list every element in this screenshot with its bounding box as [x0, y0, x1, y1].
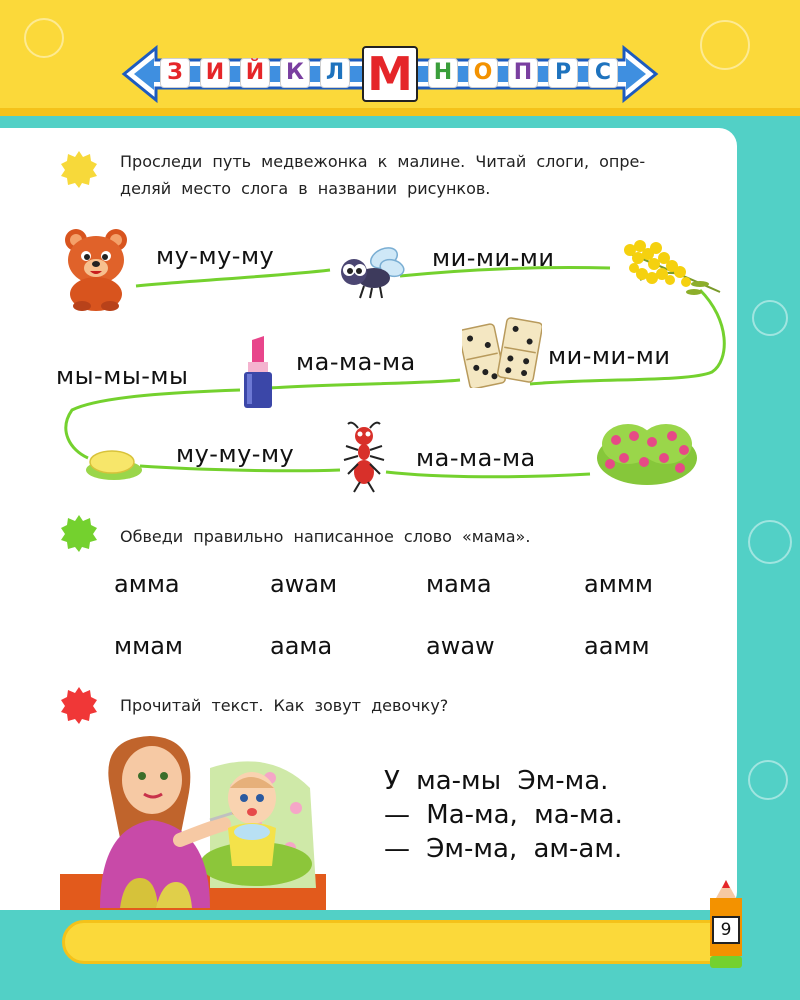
word-option[interactable]: мама — [426, 570, 492, 598]
lipstick-icon — [238, 336, 278, 410]
fly-icon — [330, 240, 410, 300]
syllable-label: мы-мы-мы — [56, 362, 189, 390]
word-option[interactable]: awaw — [426, 632, 495, 660]
alphabet-letter: К — [280, 58, 310, 88]
raspberry-bush-icon — [594, 418, 700, 486]
bear-cub-icon — [56, 222, 136, 312]
alphabet-letter-highlighted: М — [362, 46, 418, 102]
task1-instruction-line2: деляй место слога в названии рисунков. — [120, 179, 491, 198]
syllable-label: ми-ми-ми — [548, 342, 671, 370]
word-option[interactable]: аммм — [584, 570, 654, 598]
mother-feeding-baby-icon — [60, 728, 326, 910]
alphabet-letter: О — [468, 58, 498, 88]
story-line: У ма-мы Эм-ма. — [384, 766, 609, 796]
green-bullet-icon — [60, 514, 98, 552]
ant-icon — [340, 420, 388, 494]
alphabet-letter: И — [200, 58, 230, 88]
syllable-label: му-му-му — [176, 440, 295, 468]
alphabet-letter: Й — [240, 58, 270, 88]
syllable-label: му-му-му — [156, 242, 275, 270]
task2-instruction: Обведи правильно написанное слово «мама». — [120, 527, 531, 546]
alphabet-letter: Н — [428, 58, 458, 88]
task1-instruction-line1: Проследи путь медвежонка к малине. Читай слоги, опре- — [120, 152, 646, 171]
word-option[interactable]: awам — [270, 570, 338, 598]
word-option[interactable]: амма — [114, 570, 180, 598]
task3-instruction: Прочитай текст. Как зовут девочку? — [120, 696, 449, 715]
alphabet-letter: Л — [320, 58, 350, 88]
red-bullet-icon — [60, 686, 98, 724]
word-option[interactable]: ммам — [114, 632, 184, 660]
alphabet-letter: С — [588, 58, 618, 88]
syllable-label: ма-ма-ма — [296, 348, 416, 376]
soap-icon — [84, 444, 144, 482]
story-line: — Ма-ма, ма-ма. — [384, 800, 623, 830]
bottom-bar — [62, 920, 740, 964]
syllable-label: ма-ма-ма — [416, 444, 536, 472]
alphabet-letter: Р — [548, 58, 578, 88]
word-option[interactable]: аамм — [584, 632, 650, 660]
alphabet-letter: З — [160, 58, 190, 88]
story-line: — Эм-ма, ам-ам. — [384, 834, 623, 864]
word-option[interactable]: аама — [270, 632, 333, 660]
mimosa-icon — [620, 240, 724, 302]
alphabet-letter: П — [508, 58, 538, 88]
domino-icon — [462, 316, 542, 388]
syllable-label: ми-ми-ми — [432, 244, 555, 272]
page-number: 9 — [712, 916, 740, 944]
